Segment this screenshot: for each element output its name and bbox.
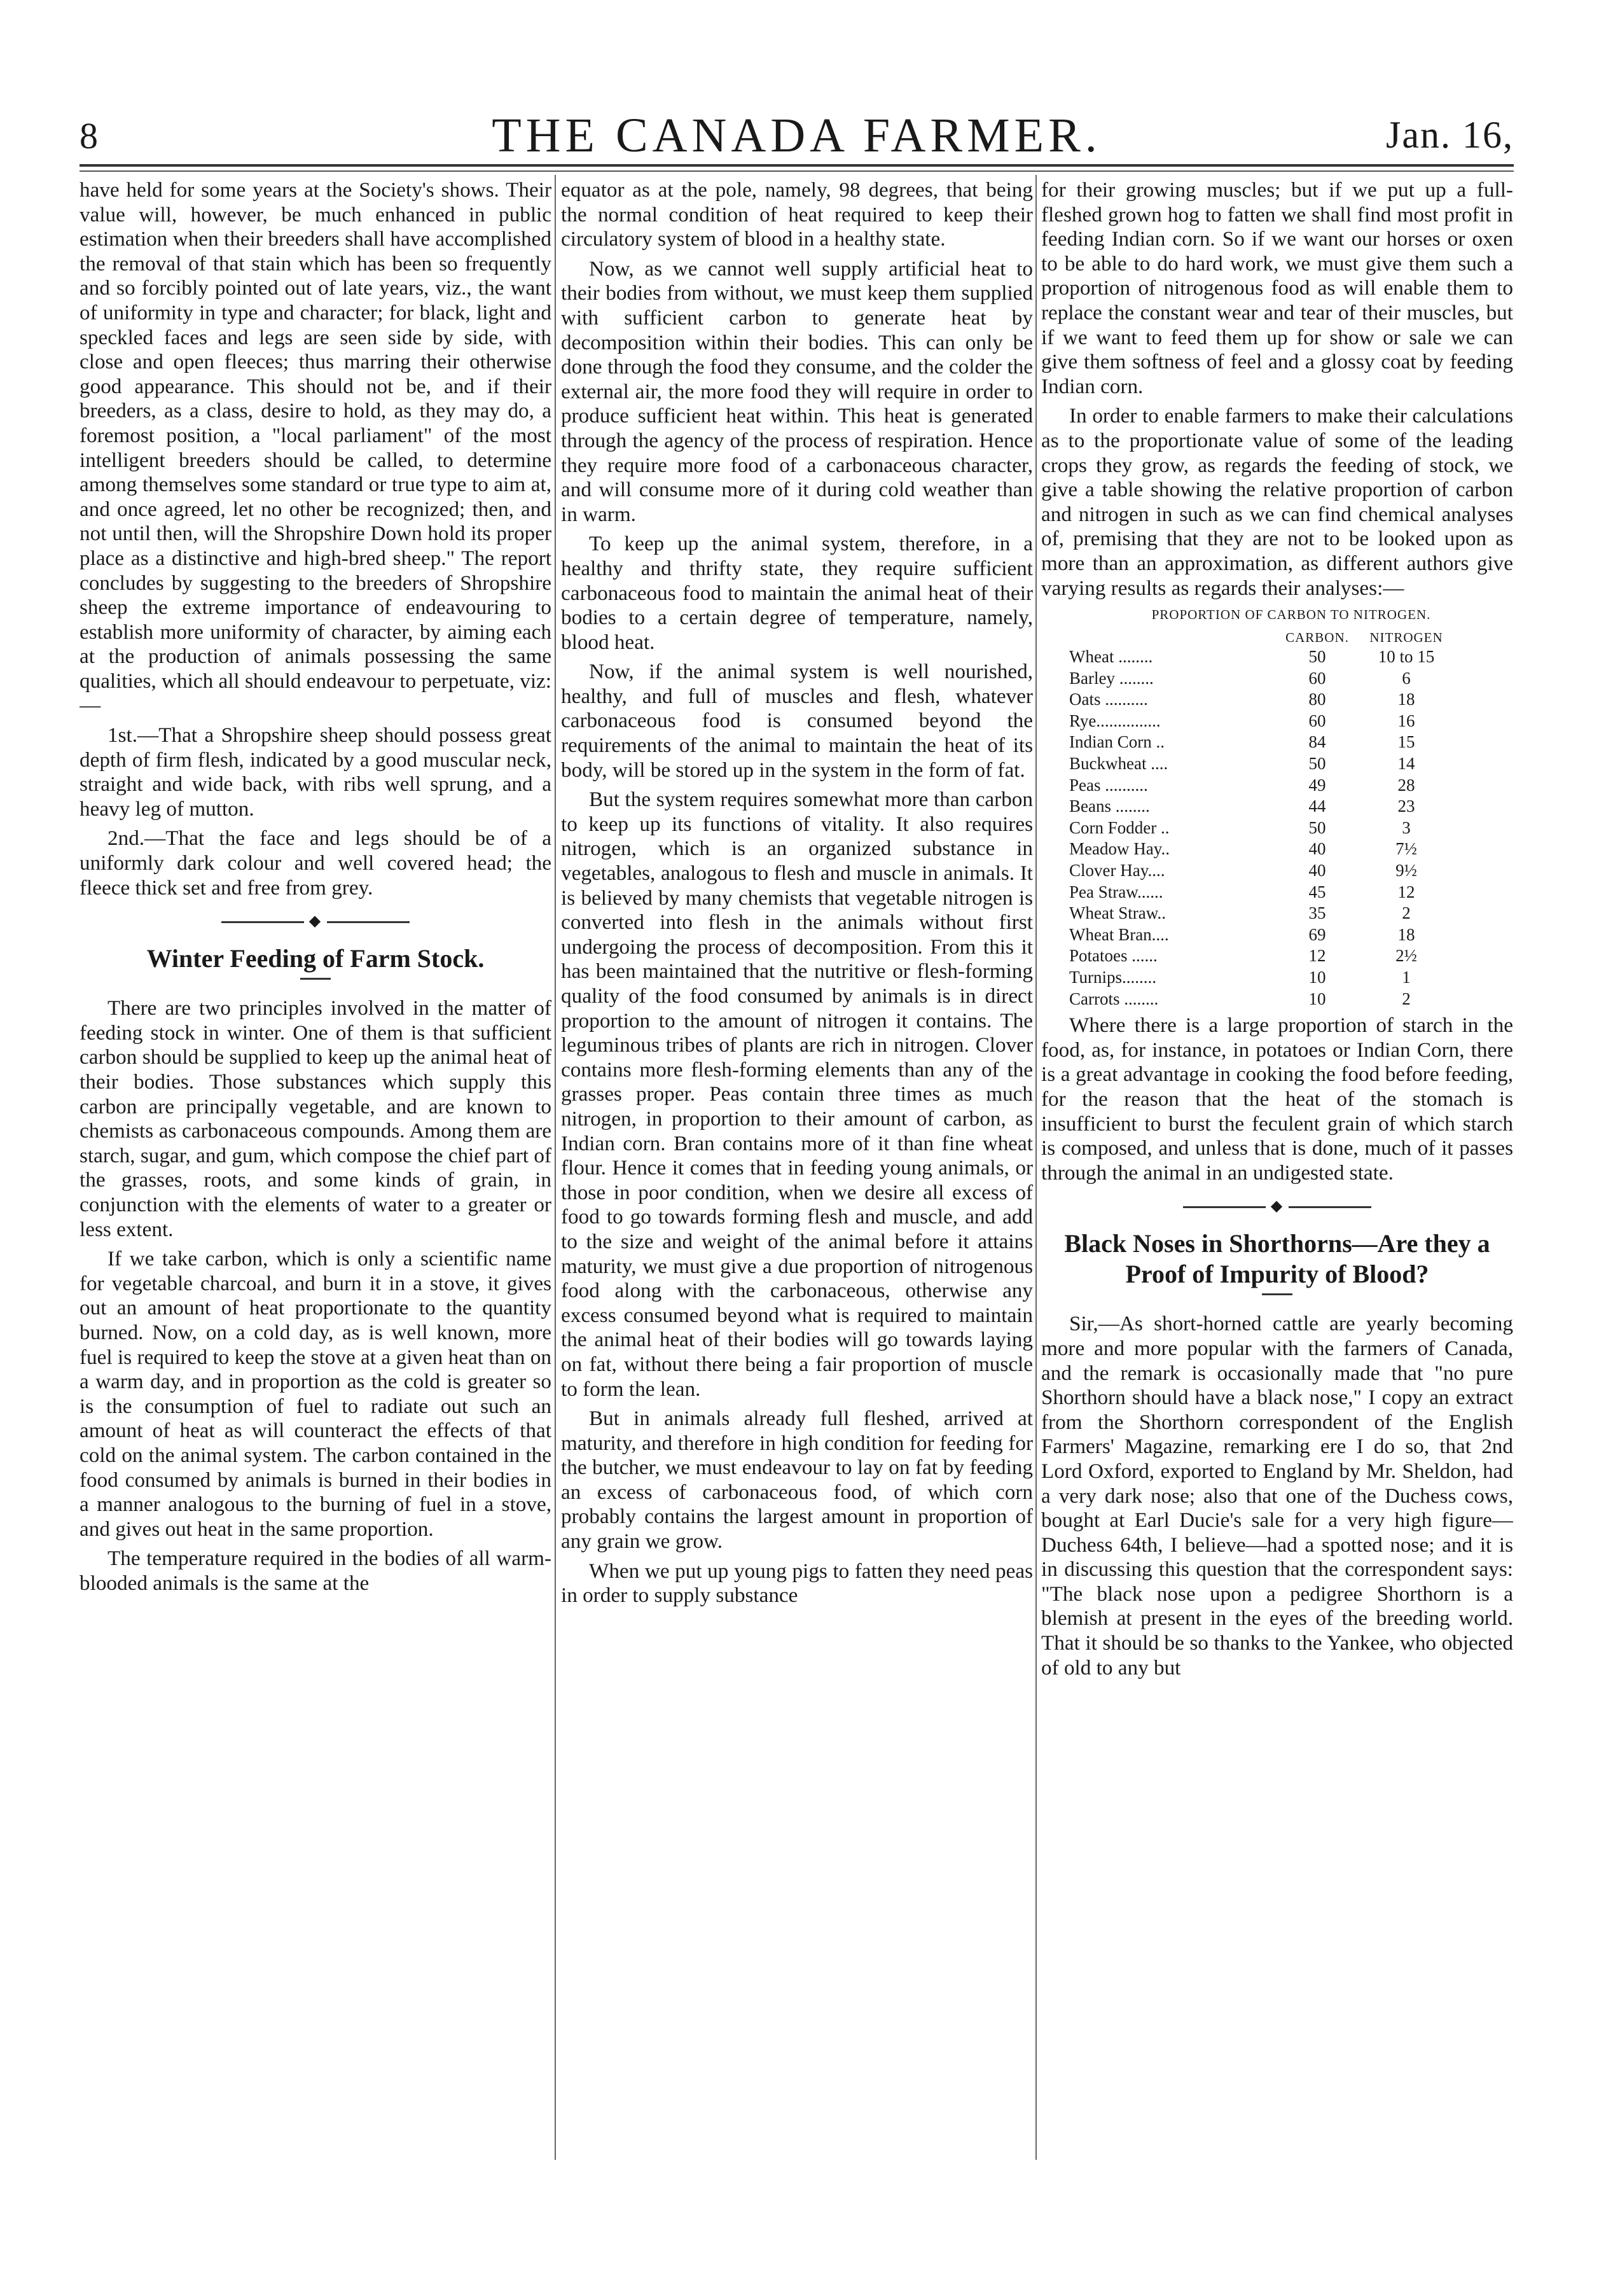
paragraph: 2nd.—That the face and legs should be of a uniformly dark colour and well covered head; the fleece thick set and free from grey. xyxy=(80,826,551,900)
table-cell-nitrogen: 2 xyxy=(1402,989,1411,1008)
table-cell-carbon: 49 xyxy=(1308,775,1326,795)
table-cell-carbon: 50 xyxy=(1308,754,1326,774)
table-cell-crop: Indian Corn .. xyxy=(1069,732,1165,752)
article-heading: Black Noses in Shorthorns—Are they a Proof of Impurity of Blood? xyxy=(1064,1229,1490,1289)
table-cell-carbon: 10 xyxy=(1308,968,1326,987)
table-row xyxy=(1069,796,1451,818)
column-1 xyxy=(80,178,551,2160)
table-cell-crop: Barley ........ xyxy=(1069,668,1154,688)
table-cell-carbon: 40 xyxy=(1308,839,1326,859)
table-cell-nitrogen: 16 xyxy=(1397,711,1415,730)
table-cell-crop: Corn Fodder .. xyxy=(1069,818,1170,837)
table-cell-nitrogen: 3 xyxy=(1402,818,1411,837)
heading-rule xyxy=(1262,1293,1292,1295)
table-body xyxy=(1069,646,1451,1010)
table-row xyxy=(1069,945,1451,967)
section-ornament: ◆ xyxy=(80,912,551,931)
table-cell-nitrogen: 6 xyxy=(1402,668,1411,688)
table-cell-carbon: 40 xyxy=(1308,861,1326,880)
table-cell-carbon: 50 xyxy=(1308,818,1326,837)
table-row xyxy=(1069,860,1451,882)
column-3 xyxy=(1041,178,1513,2160)
table-cell-nitrogen: 9½ xyxy=(1395,861,1417,880)
table-row xyxy=(1069,711,1451,732)
article-heading: Winter Feeding of Farm Stock. xyxy=(146,944,485,973)
carbon-nitrogen-table xyxy=(1069,629,1451,1010)
header-rule xyxy=(80,164,1514,172)
table-cell-nitrogen: 12 xyxy=(1397,882,1415,901)
table-cell-crop: Peas .......... xyxy=(1069,775,1148,795)
table-cell-carbon: 80 xyxy=(1308,690,1326,709)
table-row xyxy=(1069,753,1451,775)
table-row xyxy=(1069,882,1451,903)
table-cell-carbon: 69 xyxy=(1308,924,1326,944)
paragraph: But in animals already full fleshed, arrived at maturity, and therefore in high condition for feeding for the butcher, we must endeavour to lay on fat by feeding an excess of carbonaceous food, of which corn probably contains the largest amount in proportion of any grain we grow. xyxy=(561,1407,1033,1554)
table-cell-crop: Beans ........ xyxy=(1069,797,1150,816)
column-divider xyxy=(1035,175,1037,2160)
table-row xyxy=(1069,924,1451,946)
paragraph: have held for some years at the Society's shows. Their value will, however, be much enhanced in public estimation when their breeders shall have accomplished the removal of that stain which has been so frequently and so forcibly pointed out of late years, viz., the want of uniformity in type and character; for black, light and speckled faces and legs are seen side by side, with close and open fleeces; thus marring their otherwise good appearance. This should not be, and if their breeders, as a class, desire to hold, as they may do, a foremost position, a "local parliament" of the most intelligent breeders should be called, to determine among themselves some standard or true type to aim at, and once agreed, let no other be recognized; then, and not until then, will the Shropshire Down hold its proper place as a distinctive and high-bred sheep." The report concludes by suggesting to the breeders of Shropshire sheep the extreme importance of endeavouring to establish more uniformity of character, by aiming each at the production of animals possessing the same qualities, which all should endeavour to perpetuate, viz:— xyxy=(80,178,551,718)
table-header-nitrogen: NITROGEN xyxy=(1369,630,1443,646)
table-cell-carbon: 60 xyxy=(1308,711,1326,730)
heading-rule xyxy=(300,978,331,980)
table-row xyxy=(1069,838,1451,860)
table-row xyxy=(1069,903,1451,924)
page-number: 8 xyxy=(80,115,98,157)
newspaper-title: THE CANADA FARMER. xyxy=(492,109,1102,162)
table-cell-crop: Rye............... xyxy=(1069,711,1161,730)
table-cell-crop: Oats .......... xyxy=(1069,690,1148,709)
table-header-carbon: CARBON. xyxy=(1285,630,1349,646)
table-cell-carbon: 45 xyxy=(1308,882,1326,901)
table-cell-crop: Clover Hay.... xyxy=(1069,861,1165,880)
table-cell-crop: Turnips........ xyxy=(1069,968,1157,987)
table-cell-carbon: 60 xyxy=(1308,668,1326,688)
table-cell-crop: Carrots ........ xyxy=(1069,989,1159,1008)
table-cell-carbon: 84 xyxy=(1308,732,1326,752)
table-cell-crop: Wheat Bran.... xyxy=(1069,924,1169,944)
table-header-crop xyxy=(1069,629,1273,646)
table-cell-nitrogen: 10 to 15 xyxy=(1378,647,1435,667)
table-cell-crop: Wheat ........ xyxy=(1069,647,1153,667)
table-cell-crop: Potatoes ...... xyxy=(1069,946,1158,966)
paragraph: The temperature required in the bodies of all warm-blooded animals is the same at the xyxy=(80,1547,551,1595)
table-cell-carbon: 50 xyxy=(1308,647,1326,667)
table-cell-nitrogen: 1 xyxy=(1402,968,1411,987)
table-cell-crop: Pea Straw...... xyxy=(1069,882,1163,901)
masthead xyxy=(80,108,1514,165)
table-cell-carbon: 10 xyxy=(1308,989,1326,1008)
table-cell-nitrogen: 18 xyxy=(1397,690,1415,709)
column-2 xyxy=(561,178,1033,2160)
paragraph: There are two principles involved in the matter of feeding stock in winter. One of them is that sufficient carbon should be supplied to keep up the animal heat of their bodies. Those substances which supply this carbon are principally vegetable, and are known to chemists as carbonaceous compounds. Among them are starch, sugar, and gum, which compose the chief part of the grasses, roots, and some kinds of grain, in conjunction with the elements of water to a greater or less extent. xyxy=(80,996,551,1241)
paragraph: Now, if the animal system is well nourished, healthy, and full of muscles and flesh, whatever carbonaceous food is consumed beyond the requirements of the animal to maintain the heat of its body, will be stored up in the system in the form of fat. xyxy=(561,660,1033,782)
table-cell-crop: Meadow Hay.. xyxy=(1069,839,1170,859)
table-cell-nitrogen: 7½ xyxy=(1395,839,1417,859)
table-cell-nitrogen: 15 xyxy=(1397,732,1415,752)
table-row xyxy=(1069,818,1451,839)
table-cell-nitrogen: 2½ xyxy=(1395,946,1417,966)
table-row xyxy=(1069,775,1451,797)
paragraph: Where there is a large proportion of starch in the food, as, for instance, in potatoes or Indian Corn, there is a great advantage in cooking the food before feeding, for the reason that the heat of the stomach is insufficient to burst the feculent grain of which starch is composed, and unless that is done, much of it passes through the animal in an undigested state. xyxy=(1041,1013,1513,1185)
table-cell-nitrogen: 28 xyxy=(1397,775,1415,795)
paragraph: When we put up young pigs to fatten they need peas in order to supply substance xyxy=(561,1559,1033,1608)
issue-date: Jan. 16, xyxy=(1386,114,1514,156)
paragraph: 1st.—That a Shropshire sheep should possess great depth of firm flesh, indicated by a good muscular neck, straight and wide back, with ribs well sprung, and a heavy leg of mutton. xyxy=(80,723,551,821)
paragraph: Sir,—As short-horned cattle are yearly becoming more and more popular with the farmers of Canada, and the remark is occasionally made that "no pure Shorthorn should have a black nose," I copy an extract from the Shorthorn correspondent of the English Farmers' Magazine, remarking ere I do so, that 2nd Lord Oxford, exported to England by Mr. Sheldon, had a very dark nose; also that one of the Duchess cows, bought at Earl Ducie's sale for a very high figure—Duchess 64th, I believe—had a spotted nose; and it is in discussing this question that the correspondent says: "The black nose upon a pedigree Shorthorn is a blemish at present in the eyes of the breeding world. That it should be so thanks to the Yankee, who objected of old to any but xyxy=(1041,1312,1513,1680)
paragraph: Now, as we cannot well supply artificial heat to their bodies from without, we must keep them supplied with sufficient carbon to generate heat by decomposition within their bodies. This can only be done through the food they consume, and the colder the external air, the more food they will require in order to produce sufficient heat within. This heat is generated through the agency of the process of respiration. Hence they require more food of a carbonaceous character, and will consume more of it during cold weather than in warm. xyxy=(561,256,1033,526)
paragraph: for their growing muscles; but if we put up a full-fleshed grown hog to fatten we shall find most profit in feeding Indian corn. So if we want our horses or oxen to be able to do hard work, we must give them such a proportion of nitrogenous food as will enable them to replace the constant wear and tear of their muscles, but if we want to feed them up for show or sale we can give them softness of feel and a glossy coat by feeding Indian corn. xyxy=(1041,178,1513,398)
table-row xyxy=(1069,668,1451,690)
table-cell-nitrogen: 14 xyxy=(1397,754,1415,774)
table-header-row xyxy=(1069,629,1451,646)
paragraph: In order to enable farmers to make their calculations as to the proportionate value of some of the leading crops they grow, as regards the feeding of stock, we give a table showing the relative proportion of carbon and nitrogen in such as we can find chemical analyses of, premising that they are not to be looked upon as more than an approximation, as different authors give varying results as regards their analyses:— xyxy=(1041,404,1513,600)
table-cell-carbon: 35 xyxy=(1308,903,1326,923)
paragraph: But the system requires somewhat more than carbon to keep up its functions of vitality. It also requires nitrogen, which is an organized substance in vegetables, analogous to flesh and muscle in animals. It is believed by many chemists that vegetable nitrogen is converted into flesh in the animals without first undergoing the process of decomposition. From this it has been maintained that the nutritive or flesh-forming quality of the food consumed by animals is in direct proportion to the amount of nitrogen it contains. The leguminous tribes of plants are rich in nitrogen. Clover contains more flesh-forming elements than any of the grasses proper. Peas contain three times as much nitrogen, in proportion to their amount of carbon, as Indian corn. Bran contains more of it than fine wheat flour. Hence it comes that in feeding young animals, or those in poor condition, when we desire all excess of food to go towards forming flesh and muscle, and add to the size and weight of the animal before it attains maturity, we must give a due proportion of nitrogenous food along with the carbonaceous, otherwise any excess consumed beyond what is required to maintain the animal heat of their bodies will go towards laying on fat, without there being a fair proportion of muscle to form the lean. xyxy=(561,788,1033,1401)
table-cell-nitrogen: 23 xyxy=(1397,797,1415,816)
table-row xyxy=(1069,967,1451,989)
table-cell-crop: Wheat Straw.. xyxy=(1069,903,1166,923)
table-cell-nitrogen: 18 xyxy=(1397,924,1415,944)
table-cell-crop: Buckwheat .... xyxy=(1069,754,1168,774)
section-ornament: ◆ xyxy=(1041,1197,1513,1216)
table-caption: PROPORTION OF CARBON TO NITROGEN. xyxy=(1151,607,1431,623)
table-row xyxy=(1069,732,1451,753)
table-row xyxy=(1069,689,1451,711)
paragraph: equator as at the pole, namely, 98 degrees, that being the normal condition of heat required to keep their circulatory system of blood in a healthy state. xyxy=(561,178,1033,251)
paragraph: To keep up the animal system, therefore, in a healthy and thrifty state, they require sufficient carbonaceous food to maintain the animal heat of their bodies to a certain degree of temperature, namely, blood heat. xyxy=(561,532,1033,654)
table-row xyxy=(1069,989,1451,1010)
column-divider xyxy=(555,175,556,2160)
table-row xyxy=(1069,646,1451,668)
table-cell-carbon: 44 xyxy=(1308,797,1326,816)
paragraph: If we take carbon, which is only a scientific name for vegetable charcoal, and burn it in a stove, it gives out an amount of heat proportionate to the quantity burned. Now, on a cold day, as is well known, more fuel is required to keep the stove at a given heat than on a warm day, and in proportion as the cold is greater so is the consumption of fuel to radiate out such an amount of heat as will counteract the effects of that cold on the animal system. The carbon contained in the food consumed by animals is burned in their bodies in a manner analogous to the burning of fuel in a stove, and gives out heat in the same proportion. xyxy=(80,1247,551,1541)
table-cell-carbon: 12 xyxy=(1308,946,1326,966)
table-cell-nitrogen: 2 xyxy=(1402,903,1411,923)
